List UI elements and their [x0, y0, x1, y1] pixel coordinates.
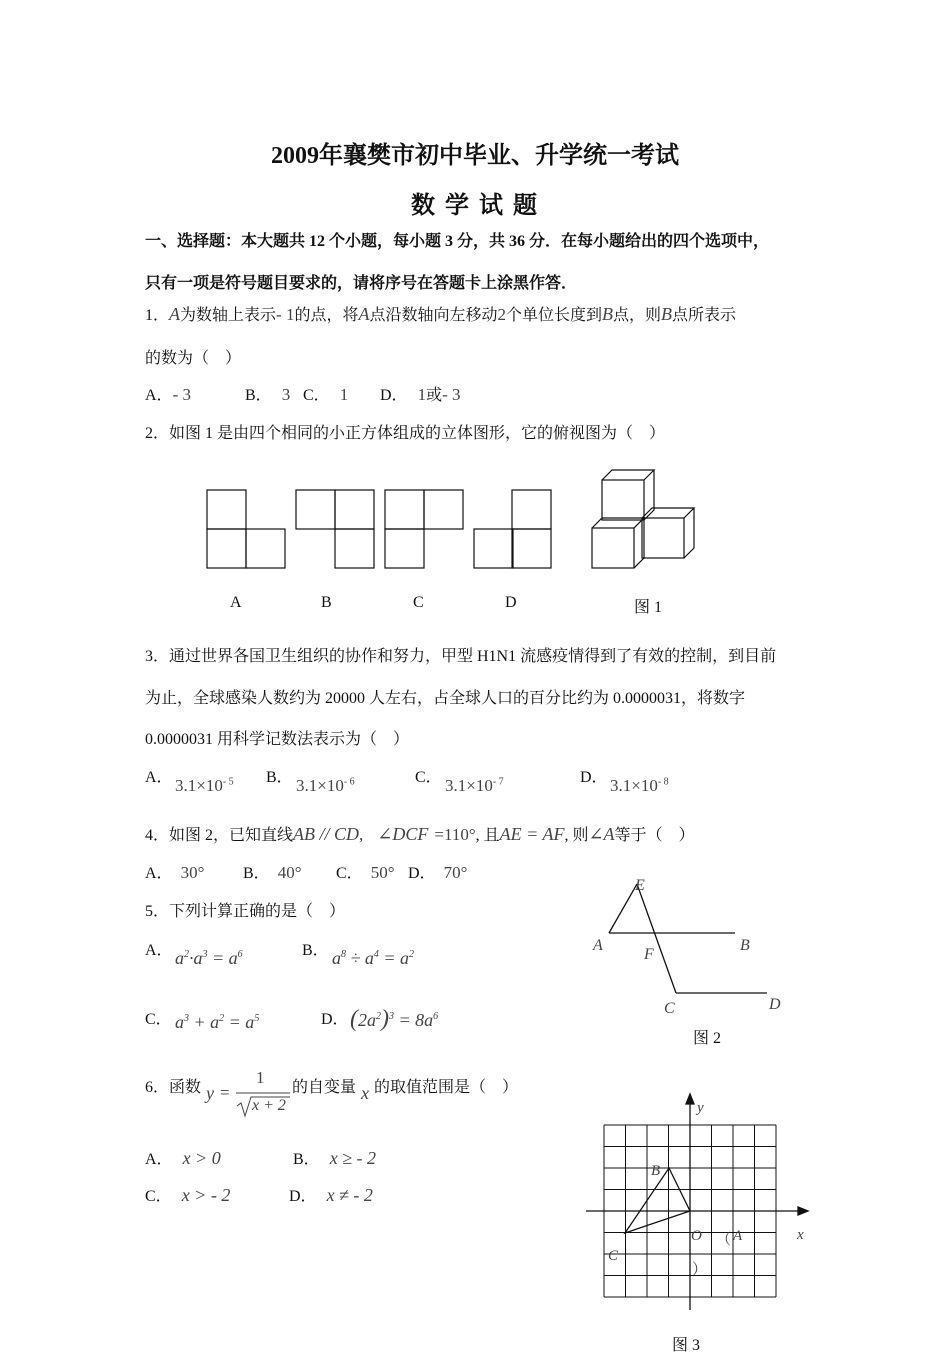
fig3-paren-close: ） — [692, 1262, 708, 1278]
q6-radicand: x + 2 — [252, 1097, 286, 1114]
figure-2-label: 图 2 — [693, 1030, 722, 1047]
q6-option-a: A． x > 0 — [145, 1148, 221, 1168]
q4-option-b: B． 40° — [243, 863, 302, 882]
q5-option-a-value: $a^2\cdot a^3 = a^6$ — [175, 948, 243, 968]
q5-option-c-label: C． — [145, 1011, 172, 1028]
q6-option-b: B． x ≥ - 2 — [293, 1148, 377, 1168]
q5-option-b-value: $a^8 \div a^4 = a^2$ — [332, 948, 415, 968]
q2-label-b: B — [321, 594, 332, 611]
q3-option-c-label: C． — [415, 769, 442, 786]
q6-y: y — [206, 1083, 214, 1103]
q2-label-d: D — [505, 594, 517, 611]
question-1-line1: 1．A为数轴上表示- 1的点，将A点沿数轴向左移动2个单位长度到B点，则B点所表示 — [145, 304, 737, 324]
fig2-point-f: F — [644, 946, 654, 963]
q6-option-c: C． x > - 2 — [145, 1185, 231, 1205]
fig2-point-b: B — [740, 937, 750, 954]
exam-subtitle: 数 学 试 题 — [411, 193, 539, 219]
fig3-paren-open: （ — [716, 1232, 732, 1248]
q1-option-a: A．- 3 — [145, 385, 191, 404]
fig3-x-axis-label: x — [797, 1227, 804, 1243]
q3-option-c-value: $3.1\times 10^{- 7}$ — [445, 776, 504, 795]
fig3-point-c: C — [608, 1248, 619, 1264]
figure-1-label: 图 1 — [634, 599, 663, 616]
section1-line2: 只有一项是符号题目要求的，请将序号在答题卡上涂黑作答． — [145, 275, 578, 292]
question-3-line3: 0.0000031 用科学记数法表示为（ ） — [145, 731, 410, 748]
q3-option-a-label: A． — [145, 769, 173, 786]
q3-option-b-value: $3.1\times 10^{- 6}$ — [296, 776, 355, 795]
q4-option-d: D． 70° — [408, 863, 468, 882]
question-3-line2: 为止，全球感染人数约为 20000 人左右，占全球人口的百分比约为 0.0000031，将数字 — [145, 690, 746, 707]
q4-option-a: A． 30° — [145, 863, 205, 882]
q5-option-d-value: $(2a^2)^3 = 8a^6$ — [350, 1006, 439, 1032]
q3-option-b-label: B． — [266, 769, 293, 786]
q6-option-d: D． x ≠ - 2 — [289, 1185, 373, 1205]
q6-equals: = — [220, 1083, 230, 1102]
q5-option-a-label: A． — [145, 942, 173, 959]
fig2-point-d: D — [769, 996, 781, 1013]
fig3-point-a: A — [733, 1228, 743, 1244]
fig2-point-e: E — [635, 877, 645, 894]
fig3-y-axis-label: y — [697, 1100, 704, 1116]
q6-x: x — [361, 1083, 369, 1103]
q5-option-c-value: $a^3 + a^2 = a^5$ — [175, 1012, 260, 1032]
q5-option-b-label: B． — [302, 942, 329, 959]
question-6-prefix: 6．函数 — [145, 1079, 202, 1096]
q5-option-d-label: D． — [321, 1011, 349, 1028]
question-6-mid: 的自变量 — [292, 1079, 357, 1096]
q3-option-d-label: D． — [580, 769, 608, 786]
q1-option-c: C． 1 — [303, 385, 349, 404]
fig2-point-a: A — [593, 937, 603, 954]
q1-option-d: D． 1或- 3 — [380, 385, 461, 404]
question-6-suffix: 的取值范围是（ ） — [374, 1079, 519, 1096]
question-1-line2: 的数为（ ） — [145, 350, 242, 367]
q6-numerator: 1 — [256, 1068, 265, 1087]
exam-title: 2009年襄樊市初中毕业、升学统一考试 — [271, 143, 679, 169]
fig2-point-c: C — [664, 1000, 675, 1017]
q2-label-c: C — [413, 594, 424, 611]
figure-3-label: 图 3 — [672, 1337, 701, 1354]
q2-label-a: A — [230, 594, 242, 611]
fig3-origin-o: O — [691, 1228, 702, 1244]
section1-line1: 一、选择题：本大题共 12 个小题，每小题 3 分，共 36 分．在每小题给出的四个选项中， — [145, 233, 770, 250]
question-2: 2．如图 1 是由四个相同的小正方体组成的立体图形，它的俯视图为（ ） — [145, 425, 666, 442]
q1-option-b: B． 3 — [245, 385, 291, 404]
question-5: 5．下列计算正确的是（ ） — [145, 903, 346, 920]
question-3-line1: 3．通过世界各国卫生组织的协作和努力，甲型 H1N1 流感疫情得到了有效的控制，到目前 — [145, 648, 777, 665]
question-4: 4．如图 2，已知直线AB // CD, ∠DCF =110°, 且AE = AF, 则∠A等于（ ） — [145, 824, 695, 844]
q4-option-c: C． 50° — [336, 863, 395, 882]
q3-option-a-value: $3.1\times 10^{- 5}$ — [175, 776, 234, 795]
fig3-point-b: B — [651, 1163, 661, 1179]
q3-option-d-value: $3.1\times 10^{- 8}$ — [610, 776, 669, 795]
